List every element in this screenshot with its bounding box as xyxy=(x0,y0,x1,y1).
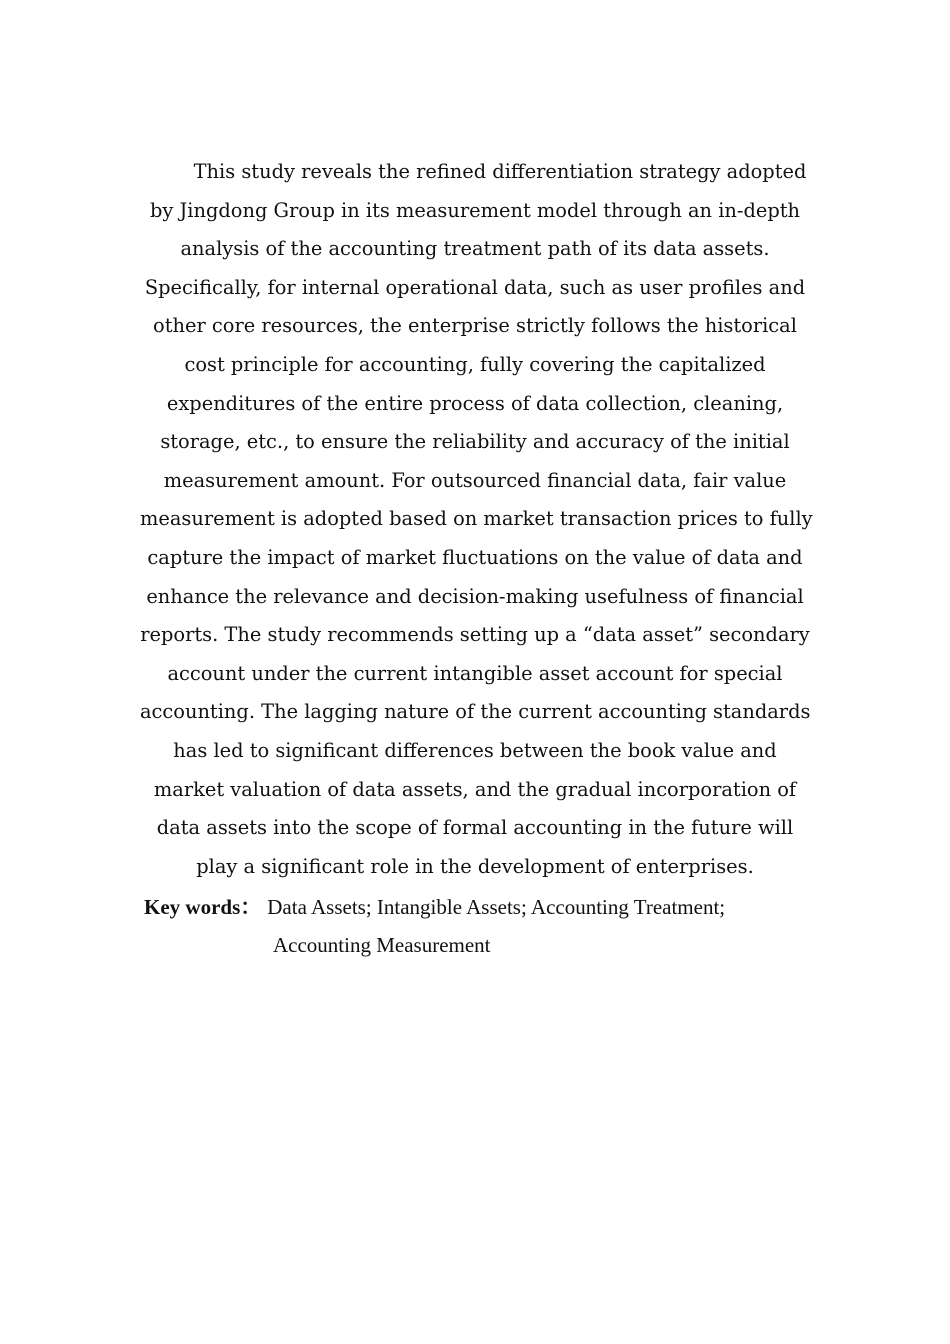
abstract-line: by Jingdong Group in its measurement model through an in-depth xyxy=(149,198,801,222)
abstract-line: Specifically, for internal operational data, such as user profiles and xyxy=(144,275,806,299)
abstract-line: capture the impact of market fluctuations on the value of data and xyxy=(147,545,803,569)
abstract-line: storage, etc., to ensure the reliability and accuracy of the initial xyxy=(160,430,790,454)
abstract-line: expenditures of the entire process of data collection, cleaning, xyxy=(166,391,784,415)
abstract-line: measurement is adopted based on market transaction prices to fully xyxy=(140,507,813,531)
keywords-label: Key words xyxy=(144,895,241,919)
abstract-body xyxy=(140,153,813,886)
abstract-line: enhance the relevance and decision-making usefulness of financial xyxy=(146,584,804,608)
keywords-section xyxy=(144,888,824,964)
abstract-line: data assets into the scope of formal accounting in the future will xyxy=(156,816,794,840)
abstract-line: measurement amount. For outsourced financial data, fair value xyxy=(163,468,787,492)
abstract-line: account under the current intangible asset account for special xyxy=(167,661,783,685)
abstract-line: market valuation of data assets, and the gradual incorporation of xyxy=(153,777,797,801)
keywords-list-line-2: Accounting Measurement xyxy=(273,933,491,957)
abstract-line: play a significant role in the development of enterprises. xyxy=(196,854,754,878)
abstract-line: has led to significant differences between the book value and xyxy=(173,738,777,762)
keywords-separator: ： xyxy=(240,895,262,919)
abstract-line: analysis of the accounting treatment path of its data assets. xyxy=(180,237,770,261)
keywords-row-2 xyxy=(144,926,824,964)
abstract-line: cost principle for accounting, fully covering the capitalized xyxy=(184,352,766,376)
abstract-line: accounting. The lagging nature of the current accounting standards xyxy=(140,700,811,724)
abstract-line: This study reveals the refined differentiation strategy adopted xyxy=(193,160,807,183)
abstract-line: other core resources, the enterprise strictly follows the historical xyxy=(153,314,797,338)
keywords-row-1 xyxy=(144,888,824,926)
keywords-list-line-1: Data Assets; Intangible Assets; Accounting Treatment; xyxy=(267,895,726,919)
abstract-line: reports. The study recommends setting up a “data asset” secondary xyxy=(140,623,810,647)
